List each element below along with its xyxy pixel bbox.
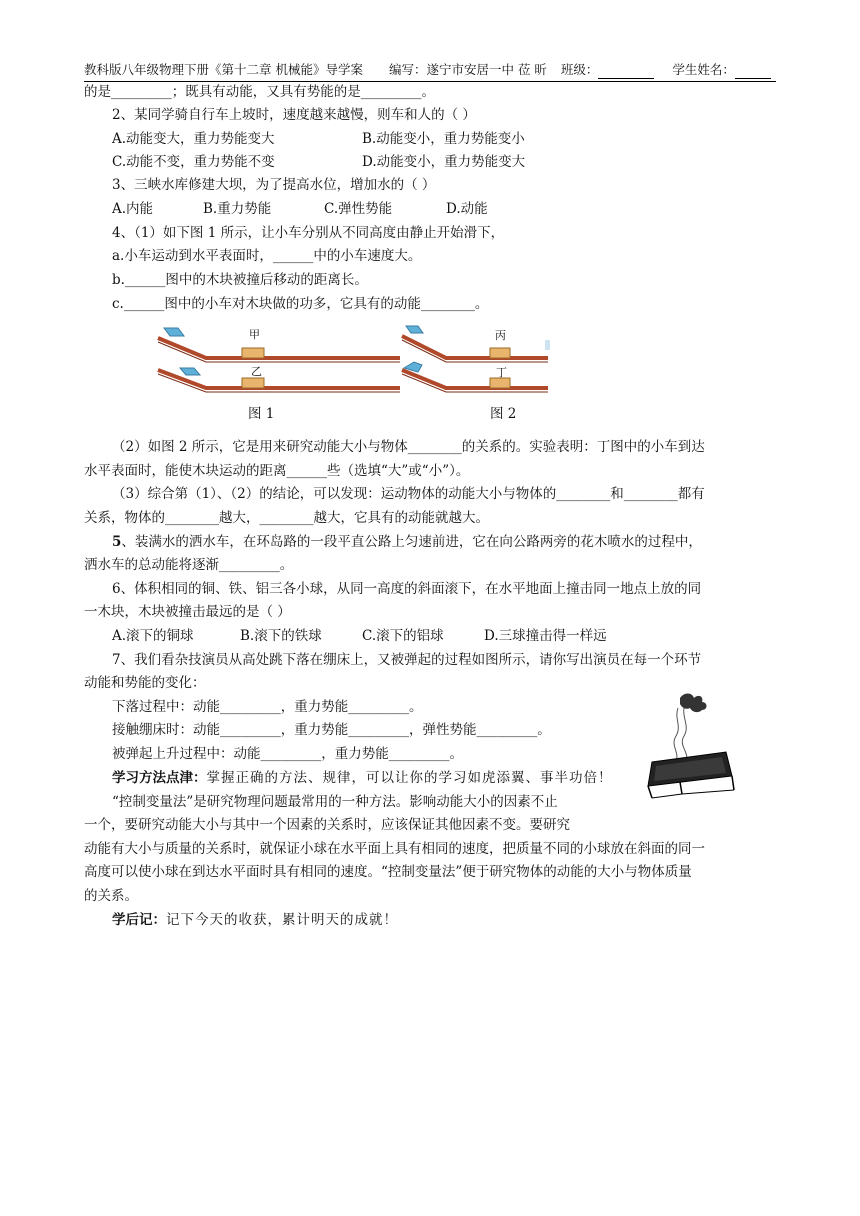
cart-icon xyxy=(164,328,184,336)
class-blank[interactable] xyxy=(598,62,654,79)
wood-block-icon xyxy=(242,378,264,388)
question-4: 4、（1）如下图 1 所示，让小车分别从不同高度由静止开始滑下， xyxy=(112,225,505,241)
after-text: 记下今天的收获，累计明天的成就！ xyxy=(166,912,398,928)
wood-block-icon xyxy=(242,348,264,358)
label-jia: 甲 xyxy=(249,328,260,341)
method-text-2: 一个，要研究动能大小与其中一个因素的关系时，应该保证其他因素不变。要研究 xyxy=(84,817,570,833)
method-label: 学习方法点津： xyxy=(112,770,207,786)
question-4-3a: （3）综合第（1）、（2）的结论，可以发现：运动物体的动能大小与物体的________和________都有 xyxy=(112,486,705,502)
ramp-bing xyxy=(402,336,548,358)
question-7a: 7、我们看杂技演员从高处跳下落在绷床上，又被弹起的过程如图所示，请你写出演员在每一个环节 xyxy=(112,652,702,668)
q3-option-a: A.内能 xyxy=(112,201,154,217)
question-4b: b.______图中的木块被撞后移动的距离长。 xyxy=(112,272,368,288)
question-7-1: 下落过程中：动能_________，重力势能_________。 xyxy=(112,699,423,715)
question-4a: a.小车运动到水平表面时，______中的小车速度大。 xyxy=(112,248,422,264)
q6-option-b: B.滚下的铁球 xyxy=(240,628,322,644)
page-header xyxy=(84,62,776,82)
ramp-ding xyxy=(402,370,548,388)
question-2: 2、某同学骑自行车上坡时，速度越来越慢，则车和人的（ ） xyxy=(112,107,476,123)
q3-option-b: B.重力势能 xyxy=(203,201,272,217)
method-text-4: 高度可以使小球在到达水平面时具有相同的速度。“控制变量法”便于研究物体的动能的大小与物体质量 xyxy=(84,864,692,880)
label-ding: 丁 xyxy=(496,366,507,379)
wood-block-icon xyxy=(490,348,510,358)
q6-option-c: C.滚下的铝球 xyxy=(362,628,444,644)
q6-option-d: D.三球撞击得一样远 xyxy=(484,628,607,644)
ramp-jia xyxy=(158,338,400,358)
cart-icon xyxy=(406,326,423,333)
q5-number: 5 xyxy=(112,534,122,550)
figure-2-caption: 图 2 xyxy=(490,406,517,422)
class-label: 班级： xyxy=(560,62,599,77)
method-text: 掌握正确的方法、规律，可以让你的学习如虎添翼、事半功倍！ xyxy=(206,770,613,786)
method-text-1: “控制变量法”是研究物理问题最常用的一种方法。影响动能大小的因素不止 xyxy=(112,794,558,810)
label-bing: 丙 xyxy=(495,329,506,342)
q2-option-b: B.动能变小，重力势能变小 xyxy=(362,131,525,147)
q5-text: 、装满水的洒水车，在环岛路的一段平直公路上匀速前进，它在向公路两旁的花木喷水的过程中， xyxy=(121,534,702,550)
question-4-2b: 水平表面时，能使木块运动的距离______些（选填“大”或“小”）。 xyxy=(84,463,470,479)
motion-trail-icon xyxy=(674,708,678,762)
cart-icon xyxy=(180,368,200,375)
q6-option-a: A.滚下的铜球 xyxy=(112,628,194,644)
question-4-2a: （2）如图 2 所示，它是用来研究动能大小与物体________的关系的。实验表明：丁图中的小车到达 xyxy=(112,439,705,455)
method-text-3: 动能有大小与质量的关系时，就保证小球在水平面上具有相同的速度，把质量不同的小球放在斜面的同一 xyxy=(84,841,705,857)
q3-option-d: D.动能 xyxy=(446,201,488,217)
question-6a: 6、体积相同的铜、铁、铝三各小球，从同一高度的斜面滚下，在水平地面上撞击同一地点上放的同 xyxy=(112,581,702,597)
question-5a xyxy=(112,533,702,551)
method-text-5: 的关系。 xyxy=(84,888,138,904)
method-line xyxy=(112,769,613,787)
question-6b: 一木块，木块被撞击最远的是（ ） xyxy=(84,604,291,620)
cart-icon xyxy=(545,340,550,350)
question-7-2: 接触绷床时：动能_________，重力势能_________，弹性势能_________。 xyxy=(112,722,551,738)
q2-option-c: C.动能不变，重力势能不变 xyxy=(112,154,275,170)
figure-1-caption: 图 1 xyxy=(248,406,275,422)
q2-option-d: D.动能变小，重力势能变大 xyxy=(362,154,526,170)
question-3: 3、三峡水库修建大坝，为了提高水位，增加水的（ ） xyxy=(112,177,436,193)
q2-option-a: A.动能变大，重力势能变大 xyxy=(112,131,275,147)
name-blank[interactable] xyxy=(735,62,771,79)
question-5b: 洒水车的总动能将逐渐_________。 xyxy=(84,557,294,573)
question-7b: 动能和势能的变化： xyxy=(84,675,206,691)
name-label: 学生姓名： xyxy=(672,62,735,77)
label-yi: 乙 xyxy=(251,365,262,378)
trampoline-illustration xyxy=(640,690,740,800)
text-line-0: 的是_________；既具有动能，又具有势能的是_________。 xyxy=(84,84,435,100)
question-7-3: 被弹起上升过程中：动能_________，重力势能_________。 xyxy=(112,746,463,762)
header-title: 教科版八年级物理下册《第十二章 机械能》导学案 xyxy=(84,62,363,77)
header-author: 编写：遂宁市安居一中 莅 昕 xyxy=(388,62,547,77)
question-4-3b: 关系，物体的________越大，________越大，它具有的动能就越大。 xyxy=(84,510,489,526)
question-4c: c.______图中的小车对木块做的功多，它具有的动能________。 xyxy=(112,296,489,312)
after-label: 学后记： xyxy=(112,912,166,928)
after-study-line xyxy=(112,911,398,929)
q3-option-c: C.弹性势能 xyxy=(324,201,393,217)
